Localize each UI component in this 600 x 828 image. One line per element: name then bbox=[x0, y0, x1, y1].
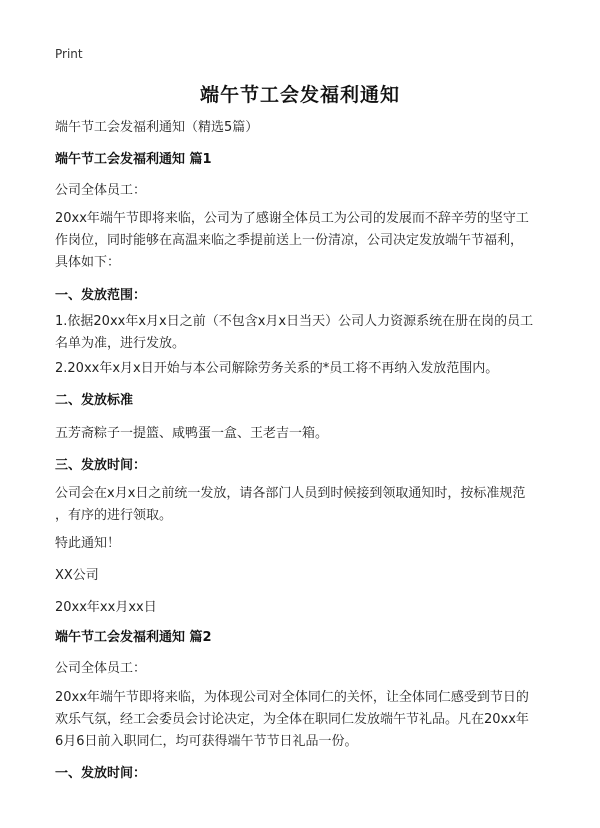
scope-heading: 一、发放范围： bbox=[55, 288, 147, 303]
scope-item-1 bbox=[55, 311, 551, 355]
article-2-intro bbox=[55, 687, 551, 753]
paragraph-line: 欢乐气氛，经工会委员会讨论决定，为全体在职同仁发放端午节礼品。凡在20xx年 bbox=[55, 712, 529, 727]
paragraph-line: 公司会在x月x日之前统一发放，请各部门人员到时候接到领取通知时，按标准规范 bbox=[55, 486, 526, 501]
standard-heading: 二、发放标准 bbox=[55, 393, 134, 408]
standard-text: 五芳斋粽子一提篮、咸鸭蛋一盒、王老吉一箱。 bbox=[55, 426, 329, 441]
article-1-heading: 端午节工会发福利通知 篇1 bbox=[55, 152, 212, 167]
paragraph-line: 具体如下： bbox=[55, 255, 121, 270]
paragraph-line: 20xx年端午节即将来临，为体现公司对全体同仁的关怀，让全体同仁感受到节日的 bbox=[55, 690, 529, 705]
document-subtitle: 端午节工会发福利通知（精选5篇） bbox=[55, 120, 259, 135]
article-1-intro bbox=[55, 208, 551, 274]
document-title: 端午节工会发福利通知 bbox=[199, 84, 400, 106]
paragraph-line: ，有序的进行领取。 bbox=[55, 508, 173, 523]
time-text bbox=[55, 483, 551, 527]
date-text: 20xx年xx月xx日 bbox=[55, 600, 157, 615]
article-1-greeting: 公司全体员工： bbox=[55, 183, 147, 198]
scope-item-2: 2.20xx年x月x日开始与本公司解除劳务关系的*员工将不再纳入发放范围内。 bbox=[55, 361, 499, 376]
paragraph-line: 20xx年端午节即将来临，公司为了感谢全体员工为公司的发展而不辞辛劳的坚守工 bbox=[55, 211, 529, 226]
paragraph-line: 作岗位，同时能够在高温来临之季提前送上一份清凉，公司决定发放端午节福利， bbox=[55, 233, 524, 248]
notice-text: 特此通知！ bbox=[55, 536, 121, 551]
article-2-heading: 端午节工会发福利通知 篇2 bbox=[55, 630, 212, 645]
company-name: XX公司 bbox=[55, 568, 99, 583]
paragraph-line: 1.依据20xx年x月x日之前（不包含x月x日当天）公司人力资源系统在册在岗的员工 bbox=[55, 314, 534, 329]
time-heading: 三、发放时间： bbox=[55, 458, 147, 473]
article-2-greeting: 公司全体员工： bbox=[55, 661, 147, 676]
article-2-time-heading: 一、发放时间： bbox=[55, 766, 147, 781]
paragraph-line: 名单为准，进行发放。 bbox=[55, 336, 186, 351]
paragraph-line: 6月6日前入职同仁，均可获得端午节节日礼品一份。 bbox=[55, 734, 358, 749]
print-label: Print bbox=[55, 47, 83, 61]
